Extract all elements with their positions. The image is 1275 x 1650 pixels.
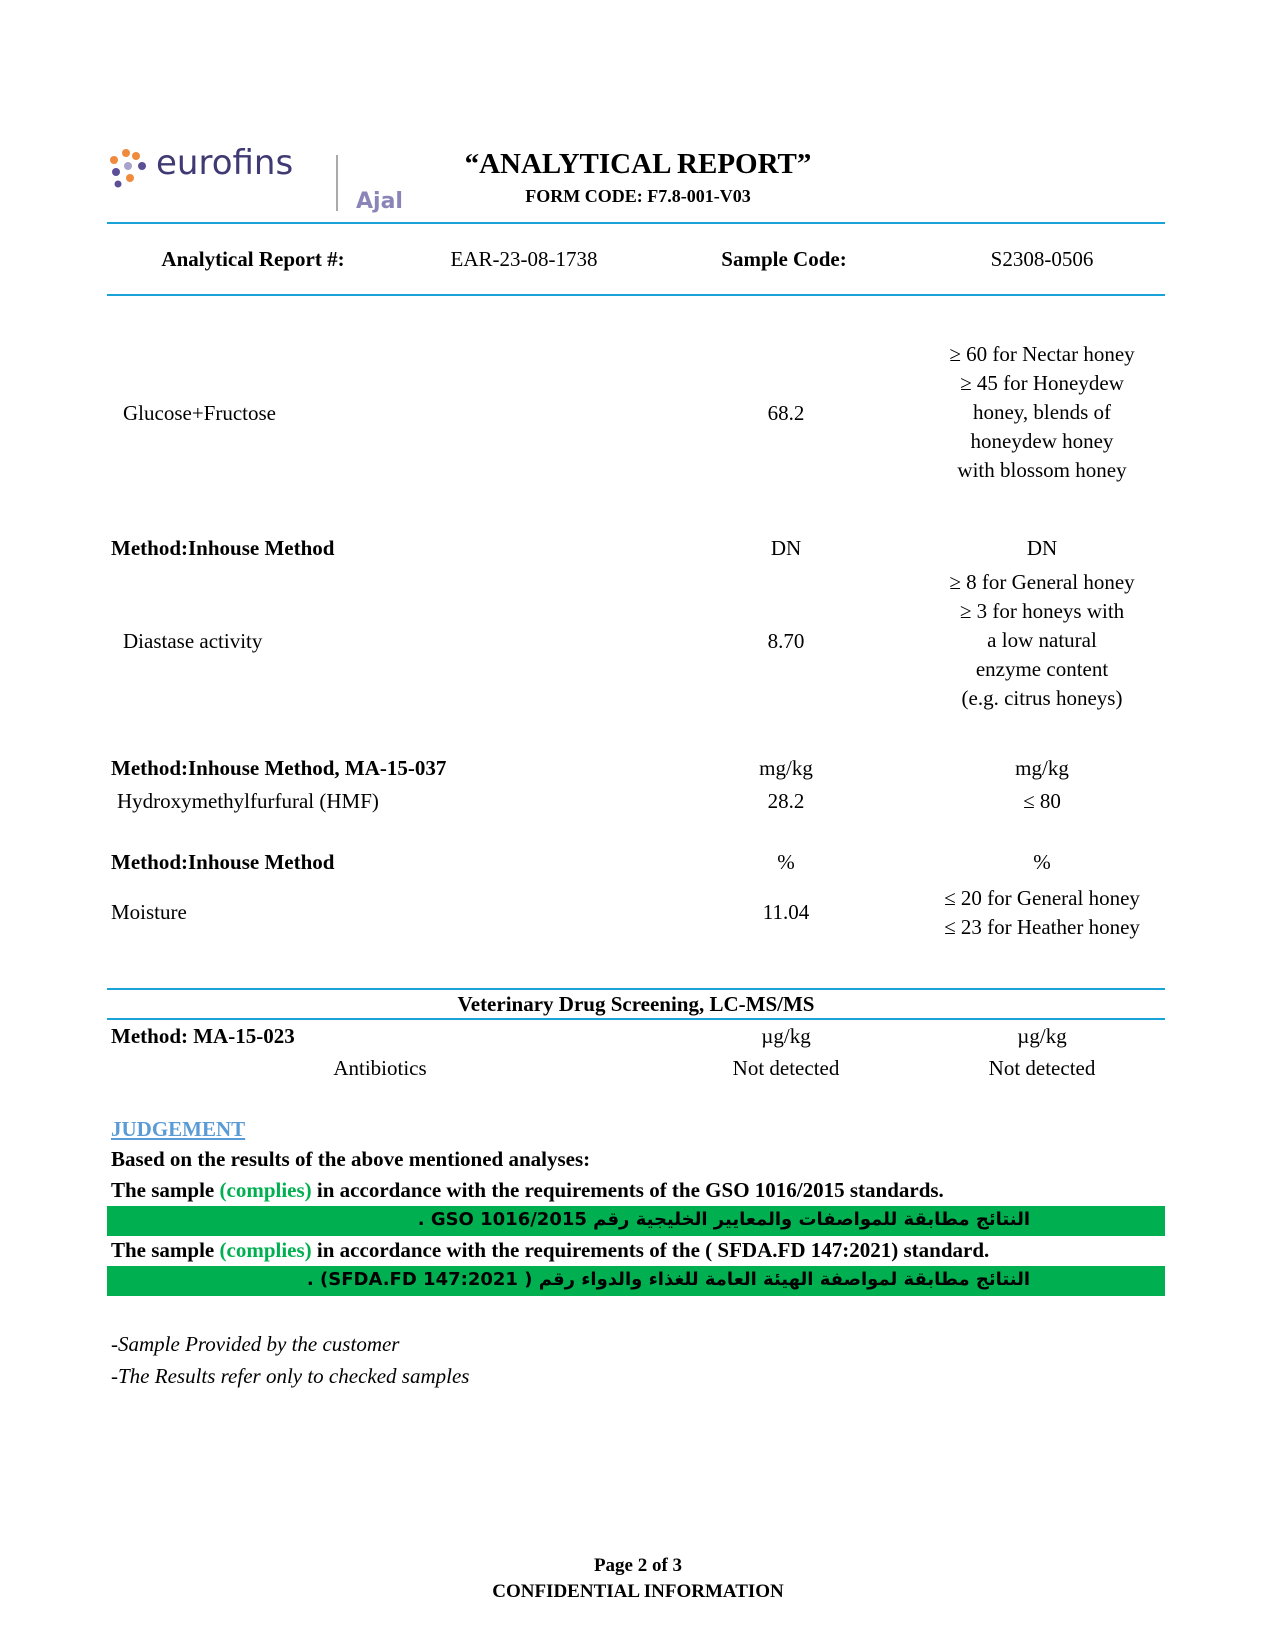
judgement-line-sfda: The sample (complies) in accordance with the requirements of the ( SFDA.FD 147:2021) standard. xyxy=(111,1238,990,1262)
test-limit: ≤ 20 for General honey ≤ 23 for Heather honey xyxy=(944,886,1140,939)
test-name: Moisture xyxy=(111,900,187,924)
test-result: 28.2 xyxy=(767,789,805,813)
logo-text: eurofins xyxy=(156,143,294,183)
judgement-intro: Based on the results of the above mentioned analyses: xyxy=(111,1147,591,1171)
test-name: Hydroxymethylfurfural (HMF) xyxy=(117,789,379,813)
confidential-label: CONFIDENTIAL INFORMATION xyxy=(492,1581,784,1602)
method-label: Method:Inhouse Method xyxy=(111,536,335,560)
page-number: Page 2 of 3 xyxy=(593,1555,683,1576)
test-name: Antibiotics xyxy=(333,1056,427,1080)
section-title: Veterinary Drug Screening, LC-MS/MS xyxy=(457,992,815,1016)
method-label: Method:Inhouse Method, MA-15-037 xyxy=(111,756,447,780)
arabic-banner-gso xyxy=(107,1206,1165,1236)
divider xyxy=(107,222,1165,224)
page-title: “ANALYTICAL REPORT” xyxy=(464,148,812,180)
report-label: Analytical Report #: xyxy=(161,247,345,271)
note: -Sample Provided by the customer xyxy=(111,1332,400,1356)
test-result: 68.2 xyxy=(767,401,805,425)
arabic-banner-sfda xyxy=(107,1266,1165,1296)
divider xyxy=(107,1018,1165,1020)
form-code: FORM CODE: F7.8-001-V03 xyxy=(525,186,751,206)
limit-unit: µg/kg xyxy=(1017,1024,1067,1048)
arabic-text: النتائج مطابقة لمواصفة الهيئة العامة للغذاء والدواء رقم ( SFDA.FD 147:2021) . xyxy=(306,1269,1030,1290)
unit: % xyxy=(777,850,795,874)
limit-unit: mg/kg xyxy=(1015,756,1069,780)
test-limit: ≥ 8 for General honey ≥ 3 for honeys with a low natural enzyme content (e.g. citrus honeys) xyxy=(949,570,1135,710)
test-name: Diastase activity xyxy=(123,629,263,653)
logo-sub: Ajal xyxy=(356,189,403,214)
test-result: Not detected xyxy=(732,1056,840,1080)
unit: µg/kg xyxy=(761,1024,811,1048)
sample-label: Sample Code: xyxy=(721,247,847,271)
note: -The Results refer only to checked samples xyxy=(111,1364,470,1388)
judgement-heading: JUDGEMENT xyxy=(111,1117,246,1141)
divider xyxy=(107,294,1165,296)
limit-unit: % xyxy=(1033,850,1051,874)
unit: mg/kg xyxy=(759,756,813,780)
judgement-line-gso: The sample (complies) in accordance with the requirements of the GSO 1016/2015 standards. xyxy=(111,1178,944,1202)
test-limit: ≥ 60 for Nectar honey ≥ 45 for Honeydew honey, blends of honeydew honey with blossom honey xyxy=(949,342,1135,482)
divider xyxy=(107,988,1165,990)
test-limit: ≤ 80 xyxy=(1023,789,1061,813)
method-label: Method:Inhouse Method xyxy=(111,850,335,874)
test-limit: Not detected xyxy=(988,1056,1096,1080)
report-number: EAR-23-08-1738 xyxy=(450,247,598,271)
eurofins-logo-icon xyxy=(106,148,150,194)
test-name: Glucose+Fructose xyxy=(123,401,276,425)
test-result: 11.04 xyxy=(762,900,810,924)
limit-unit: DN xyxy=(1026,536,1058,560)
test-result: 8.70 xyxy=(767,629,805,653)
method-label: Method: MA-15-023 xyxy=(111,1024,295,1048)
arabic-text: النتائج مطابقة للمواصفات والمعايير الخليجية رقم GSO 1016/2015 . xyxy=(417,1209,1030,1230)
sample-code: S2308-0506 xyxy=(990,247,1094,271)
unit: DN xyxy=(770,536,802,560)
logo-divider xyxy=(336,155,338,211)
